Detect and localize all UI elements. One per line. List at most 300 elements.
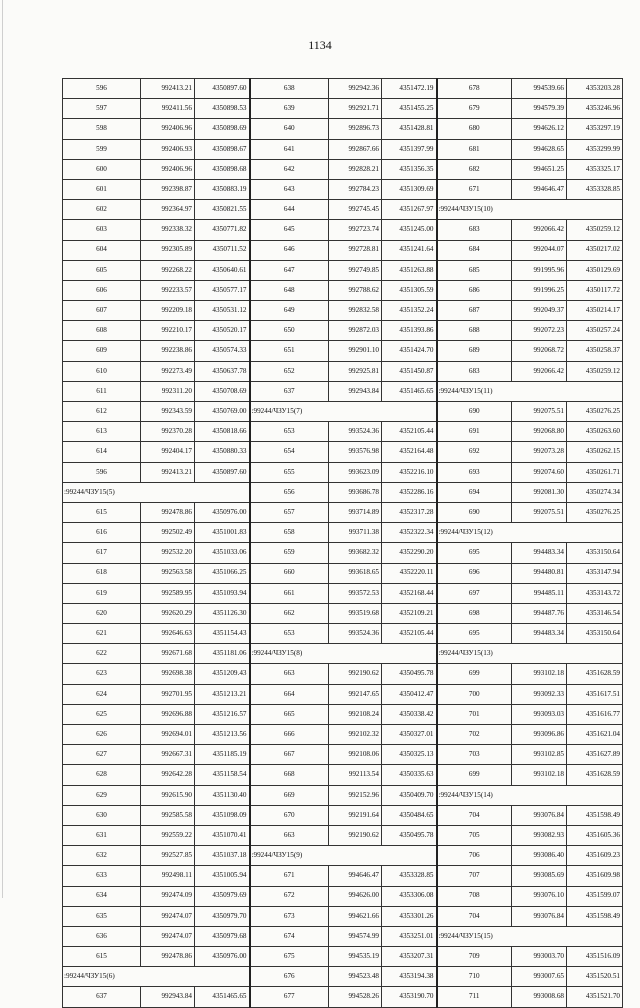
y-coordinate-cell: 4351621.04 — [567, 725, 623, 745]
y-coordinate-cell: 4351455.25 — [382, 99, 437, 119]
y-coordinate-cell: 4350276.25 — [567, 402, 623, 422]
x-coordinate-cell: 993623.09 — [329, 462, 382, 482]
parcel-label: :99244/ЧЗУ15(14) — [437, 785, 623, 805]
x-coordinate-cell: 992921.71 — [329, 99, 382, 119]
x-coordinate-cell: 992696.88 — [141, 704, 195, 724]
point-number-cell: 608 — [63, 321, 141, 341]
point-number-cell: 699 — [437, 765, 512, 785]
parcel-label: :99244/ЧЗУ15(9) — [250, 846, 437, 866]
table-row — [63, 886, 623, 906]
x-coordinate-cell: 994621.66 — [329, 906, 382, 926]
y-coordinate-cell: 4351267.97 — [382, 200, 437, 220]
y-coordinate-cell: 4350637.78 — [195, 361, 250, 381]
point-number-cell: 600 — [63, 159, 141, 179]
y-coordinate-cell: 4353328.85 — [567, 179, 623, 199]
y-coordinate-cell: 4352290.20 — [382, 543, 437, 563]
x-coordinate-cell: 992585.58 — [141, 805, 195, 825]
table-row — [63, 179, 623, 199]
x-coordinate-cell: 994646.47 — [329, 866, 382, 886]
x-coordinate-cell: 992075.51 — [512, 402, 567, 422]
point-number-cell: 690 — [437, 402, 512, 422]
x-coordinate-cell: 993711.38 — [329, 523, 382, 543]
table-row — [63, 220, 623, 240]
point-number-cell: 695 — [437, 543, 512, 563]
x-coordinate-cell: 993618.65 — [329, 563, 382, 583]
table-row — [63, 321, 623, 341]
y-coordinate-cell: 4350818.66 — [195, 422, 250, 442]
y-coordinate-cell: 4351241.64 — [382, 240, 437, 260]
x-coordinate-cell: 992943.84 — [329, 381, 382, 401]
x-coordinate-cell: 993102.18 — [512, 664, 567, 684]
point-number-cell: 637 — [250, 381, 329, 401]
table-row — [63, 341, 623, 361]
point-number-cell: 620 — [63, 603, 141, 623]
point-number-cell: 710 — [437, 967, 512, 987]
table-row — [63, 543, 623, 563]
x-coordinate-cell: 992411.56 — [141, 99, 195, 119]
point-number-cell: 650 — [250, 321, 329, 341]
point-number-cell: 672 — [250, 886, 329, 906]
point-number-cell: 621 — [63, 624, 141, 644]
point-number-cell: 676 — [250, 967, 329, 987]
point-number-cell: 633 — [63, 866, 141, 886]
x-coordinate-cell: 992667.31 — [141, 745, 195, 765]
y-coordinate-cell: 4351185.19 — [195, 745, 250, 765]
x-coordinate-cell: 992942.36 — [329, 79, 382, 99]
point-number-cell: 684 — [437, 240, 512, 260]
y-coordinate-cell: 4351154.43 — [195, 624, 250, 644]
point-number-cell: 675 — [250, 947, 329, 967]
point-number-cell: 697 — [437, 583, 512, 603]
point-number-cell: 706 — [437, 846, 512, 866]
point-number-cell: 702 — [437, 725, 512, 745]
x-coordinate-cell: 994628.65 — [512, 139, 567, 159]
y-coordinate-cell: 4352286.16 — [382, 482, 437, 502]
y-coordinate-cell: 4351397.99 — [382, 139, 437, 159]
point-number-cell: 654 — [250, 442, 329, 462]
point-number-cell: 641 — [250, 139, 329, 159]
point-number-cell: 695 — [437, 624, 512, 644]
x-coordinate-cell: 992527.85 — [141, 846, 195, 866]
point-number-cell: 636 — [63, 926, 141, 946]
y-coordinate-cell: 4351209.43 — [195, 664, 250, 684]
x-coordinate-cell: 992413.21 — [141, 462, 195, 482]
point-number-cell: 708 — [437, 886, 512, 906]
x-coordinate-cell: 992642.28 — [141, 765, 195, 785]
y-coordinate-cell: 4351098.09 — [195, 805, 250, 825]
table-row — [63, 987, 623, 1007]
x-coordinate-cell: 992620.29 — [141, 603, 195, 623]
point-number-cell: 657 — [250, 502, 329, 522]
y-coordinate-cell: 4350274.34 — [567, 482, 623, 502]
x-coordinate-cell: 992311.20 — [141, 381, 195, 401]
y-coordinate-cell: 4350338.42 — [382, 704, 437, 724]
table-row — [63, 926, 623, 946]
point-number-cell: 613 — [63, 422, 141, 442]
point-number-cell: 670 — [250, 805, 329, 825]
y-coordinate-cell: 4350771.82 — [195, 220, 250, 240]
point-number-cell: 604 — [63, 240, 141, 260]
x-coordinate-cell: 992108.06 — [329, 745, 382, 765]
point-number-cell: 653 — [250, 422, 329, 442]
x-coordinate-cell: 992474.07 — [141, 906, 195, 926]
point-number-cell: 700 — [437, 684, 512, 704]
y-coordinate-cell: 4351126.30 — [195, 603, 250, 623]
point-number-cell: 660 — [250, 563, 329, 583]
table-row — [63, 280, 623, 300]
point-number-cell: 709 — [437, 947, 512, 967]
x-coordinate-cell: 992074.60 — [512, 462, 567, 482]
parcel-label: :99244/ЧЗУ15(7) — [250, 402, 437, 422]
point-number-cell: 596 — [63, 462, 141, 482]
point-number-cell: 644 — [250, 200, 329, 220]
x-coordinate-cell: 992081.30 — [512, 482, 567, 502]
table-row — [63, 139, 623, 159]
point-number-cell: 655 — [250, 462, 329, 482]
y-coordinate-cell: 4351037.18 — [195, 846, 250, 866]
x-coordinate-cell: 992701.95 — [141, 684, 195, 704]
point-number-cell: 704 — [437, 906, 512, 926]
x-coordinate-cell: 993524.36 — [329, 624, 382, 644]
point-number-cell: 639 — [250, 99, 329, 119]
point-number-cell: 638 — [250, 79, 329, 99]
parcel-label: :99244/ЧЗУ15(11) — [437, 381, 623, 401]
x-coordinate-cell: 992338.32 — [141, 220, 195, 240]
point-number-cell: 694 — [437, 482, 512, 502]
point-number-cell: 692 — [437, 442, 512, 462]
y-coordinate-cell: 4352317.28 — [382, 502, 437, 522]
x-coordinate-cell: 994626.12 — [512, 119, 567, 139]
point-number-cell: 703 — [437, 745, 512, 765]
y-coordinate-cell: 4351428.81 — [382, 119, 437, 139]
y-coordinate-cell: 4352105.44 — [382, 624, 437, 644]
y-coordinate-cell: 4351305.59 — [382, 280, 437, 300]
table-row — [63, 785, 623, 805]
x-coordinate-cell: 992113.54 — [329, 765, 382, 785]
point-number-cell: 691 — [437, 422, 512, 442]
point-number-cell: 663 — [250, 825, 329, 845]
point-number-cell: 679 — [437, 99, 512, 119]
x-coordinate-cell: 992745.45 — [329, 200, 382, 220]
y-coordinate-cell: 4353299.99 — [567, 139, 623, 159]
table-row — [63, 79, 623, 99]
table-row — [63, 765, 623, 785]
coordinates-table — [62, 78, 623, 1008]
point-number-cell: 658 — [250, 523, 329, 543]
point-number-cell: 662 — [250, 603, 329, 623]
x-coordinate-cell: 992694.01 — [141, 725, 195, 745]
y-coordinate-cell: 4353150.64 — [567, 624, 623, 644]
x-coordinate-cell: 994483.34 — [512, 543, 567, 563]
y-coordinate-cell: 4351617.51 — [567, 684, 623, 704]
parcel-label: :99244/ЧЗУ15(6) — [63, 967, 250, 987]
x-coordinate-cell: 992268.22 — [141, 260, 195, 280]
point-number-cell: 667 — [250, 745, 329, 765]
point-number-cell: 659 — [250, 543, 329, 563]
table-row — [63, 462, 623, 482]
x-coordinate-cell: 993576.98 — [329, 442, 382, 462]
point-number-cell: 666 — [250, 725, 329, 745]
y-coordinate-cell: 4351609.98 — [567, 866, 623, 886]
point-number-cell: 609 — [63, 341, 141, 361]
y-coordinate-cell: 4353306.08 — [382, 886, 437, 906]
x-coordinate-cell: 992049.37 — [512, 301, 567, 321]
x-coordinate-cell: 992474.07 — [141, 926, 195, 946]
x-coordinate-cell: 992901.10 — [329, 341, 382, 361]
x-coordinate-cell: 993008.68 — [512, 987, 567, 1007]
table-row — [63, 523, 623, 543]
y-coordinate-cell: 4352105.44 — [382, 422, 437, 442]
y-coordinate-cell: 4350979.69 — [195, 886, 250, 906]
x-coordinate-cell: 993686.78 — [329, 482, 382, 502]
y-coordinate-cell: 4350117.72 — [567, 280, 623, 300]
x-coordinate-cell: 992305.89 — [141, 240, 195, 260]
y-coordinate-cell: 4350257.24 — [567, 321, 623, 341]
x-coordinate-cell: 994483.34 — [512, 624, 567, 644]
point-number-cell: 625 — [63, 704, 141, 724]
y-coordinate-cell: 4350259.12 — [567, 361, 623, 381]
y-coordinate-cell: 4350325.13 — [382, 745, 437, 765]
y-coordinate-cell: 4350711.52 — [195, 240, 250, 260]
y-coordinate-cell: 4350979.68 — [195, 926, 250, 946]
table-row — [63, 664, 623, 684]
y-coordinate-cell: 4350898.69 — [195, 119, 250, 139]
x-coordinate-cell: 992498.11 — [141, 866, 195, 886]
y-coordinate-cell: 4350708.69 — [195, 381, 250, 401]
x-coordinate-cell: 992073.28 — [512, 442, 567, 462]
y-coordinate-cell: 4350883.19 — [195, 179, 250, 199]
x-coordinate-cell: 992191.64 — [329, 805, 382, 825]
x-coordinate-cell: 992364.97 — [141, 200, 195, 220]
x-coordinate-cell: 994646.47 — [512, 179, 567, 199]
point-number-cell: 632 — [63, 846, 141, 866]
table-row — [63, 745, 623, 765]
y-coordinate-cell: 4352109.21 — [382, 603, 437, 623]
x-coordinate-cell: 992406.96 — [141, 159, 195, 179]
point-number-cell: 629 — [63, 785, 141, 805]
point-number-cell: 598 — [63, 119, 141, 139]
point-number-cell: 656 — [250, 482, 329, 502]
y-coordinate-cell: 4351605.36 — [567, 825, 623, 845]
x-coordinate-cell: 992671.68 — [141, 644, 195, 664]
point-number-cell: 704 — [437, 805, 512, 825]
x-coordinate-cell: 993082.93 — [512, 825, 567, 845]
point-number-cell: 646 — [250, 240, 329, 260]
y-coordinate-cell: 4350897.60 — [195, 462, 250, 482]
point-number-cell: 626 — [63, 725, 141, 745]
y-coordinate-cell: 4351627.89 — [567, 745, 623, 765]
y-coordinate-cell: 4353297.19 — [567, 119, 623, 139]
table-row — [63, 846, 623, 866]
x-coordinate-cell: 993076.10 — [512, 886, 567, 906]
x-coordinate-cell: 992108.24 — [329, 704, 382, 724]
table-row — [63, 442, 623, 462]
x-coordinate-cell: 992589.95 — [141, 583, 195, 603]
point-number-cell: 610 — [63, 361, 141, 381]
table-row — [63, 260, 623, 280]
y-coordinate-cell: 4350276.25 — [567, 502, 623, 522]
table-row — [63, 422, 623, 442]
y-coordinate-cell: 4351356.35 — [382, 159, 437, 179]
y-coordinate-cell: 4351263.88 — [382, 260, 437, 280]
table-row — [63, 402, 623, 422]
x-coordinate-cell: 992147.65 — [329, 684, 382, 704]
point-number-cell: 648 — [250, 280, 329, 300]
point-number-cell: 635 — [63, 906, 141, 926]
y-coordinate-cell: 4350574.33 — [195, 341, 250, 361]
x-coordinate-cell: 992406.96 — [141, 119, 195, 139]
x-coordinate-cell: 993096.86 — [512, 725, 567, 745]
point-number-cell: 642 — [250, 159, 329, 179]
y-coordinate-cell: 4350898.53 — [195, 99, 250, 119]
y-coordinate-cell: 4352216.10 — [382, 462, 437, 482]
y-coordinate-cell: 4352220.11 — [382, 563, 437, 583]
y-coordinate-cell: 4353194.38 — [382, 967, 437, 987]
point-number-cell: 611 — [63, 381, 141, 401]
y-coordinate-cell: 4350412.47 — [382, 684, 437, 704]
x-coordinate-cell: 992238.86 — [141, 341, 195, 361]
x-coordinate-cell: 993682.32 — [329, 543, 382, 563]
point-number-cell: 699 — [437, 664, 512, 684]
y-coordinate-cell: 4350259.12 — [567, 220, 623, 240]
table-row — [63, 119, 623, 139]
x-coordinate-cell: 992478.86 — [141, 947, 195, 967]
point-number-cell: 622 — [63, 644, 141, 664]
y-coordinate-cell: 4353190.70 — [382, 987, 437, 1007]
x-coordinate-cell: 992068.80 — [512, 422, 567, 442]
x-coordinate-cell: 992190.62 — [329, 825, 382, 845]
x-coordinate-cell: 992190.62 — [329, 664, 382, 684]
y-coordinate-cell: 4351424.70 — [382, 341, 437, 361]
parcel-label: :99244/ЧЗУ15(5) — [63, 482, 250, 502]
x-coordinate-cell: 992784.23 — [329, 179, 382, 199]
x-coordinate-cell: 993102.18 — [512, 765, 567, 785]
x-coordinate-cell: 992233.57 — [141, 280, 195, 300]
x-coordinate-cell: 992532.20 — [141, 543, 195, 563]
y-coordinate-cell: 4351130.40 — [195, 785, 250, 805]
x-coordinate-cell: 992723.74 — [329, 220, 382, 240]
y-coordinate-cell: 4352164.48 — [382, 442, 437, 462]
y-coordinate-cell: 4351005.94 — [195, 866, 250, 886]
y-coordinate-cell: 4351628.59 — [567, 664, 623, 684]
x-coordinate-cell: 994523.48 — [329, 967, 382, 987]
x-coordinate-cell: 994535.19 — [329, 947, 382, 967]
x-coordinate-cell: 992066.42 — [512, 220, 567, 240]
point-number-cell: 681 — [437, 139, 512, 159]
y-coordinate-cell: 4350821.55 — [195, 200, 250, 220]
x-coordinate-cell: 992210.17 — [141, 321, 195, 341]
x-coordinate-cell: 994480.81 — [512, 563, 567, 583]
table-row — [63, 906, 623, 926]
x-coordinate-cell: 993085.69 — [512, 866, 567, 886]
y-coordinate-cell: 4351352.24 — [382, 301, 437, 321]
point-number-cell: 630 — [63, 805, 141, 825]
y-coordinate-cell: 4351245.00 — [382, 220, 437, 240]
x-coordinate-cell: 992559.22 — [141, 825, 195, 845]
point-number-cell: 671 — [250, 866, 329, 886]
point-number-cell: 673 — [250, 906, 329, 926]
y-coordinate-cell: 4353325.17 — [567, 159, 623, 179]
table-row — [63, 583, 623, 603]
y-coordinate-cell: 4352168.44 — [382, 583, 437, 603]
x-coordinate-cell: 993003.70 — [512, 947, 567, 967]
x-coordinate-cell: 992943.84 — [141, 987, 195, 1007]
table-row — [63, 967, 623, 987]
y-coordinate-cell: 4351521.70 — [567, 987, 623, 1007]
y-coordinate-cell: 4350979.70 — [195, 906, 250, 926]
table-row — [63, 200, 623, 220]
point-number-cell: 653 — [250, 624, 329, 644]
x-coordinate-cell: 992872.03 — [329, 321, 382, 341]
y-coordinate-cell: 4351599.07 — [567, 886, 623, 906]
point-number-cell: 665 — [250, 704, 329, 724]
point-number-cell: 683 — [437, 220, 512, 240]
y-coordinate-cell: 4351450.87 — [382, 361, 437, 381]
y-coordinate-cell: 4351001.83 — [195, 523, 250, 543]
point-number-cell: 707 — [437, 866, 512, 886]
x-coordinate-cell: 994485.11 — [512, 583, 567, 603]
point-number-cell: 615 — [63, 502, 141, 522]
point-number-cell: 663 — [250, 664, 329, 684]
x-coordinate-cell: 992102.32 — [329, 725, 382, 745]
y-coordinate-cell: 4351628.59 — [567, 765, 623, 785]
y-coordinate-cell: 4351465.65 — [382, 381, 437, 401]
x-coordinate-cell: 992343.59 — [141, 402, 195, 422]
x-coordinate-cell: 992502.49 — [141, 523, 195, 543]
parcel-label: :99244/ЧЗУ15(12) — [437, 523, 623, 543]
point-number-cell: 690 — [437, 502, 512, 522]
x-coordinate-cell: 992925.81 — [329, 361, 382, 381]
x-coordinate-cell: 993519.68 — [329, 603, 382, 623]
point-number-cell: 640 — [250, 119, 329, 139]
x-coordinate-cell: 992646.63 — [141, 624, 195, 644]
y-coordinate-cell: 4353146.54 — [567, 603, 623, 623]
point-number-cell: 693 — [437, 462, 512, 482]
y-coordinate-cell: 4350769.00 — [195, 402, 250, 422]
y-coordinate-cell: 4353143.72 — [567, 583, 623, 603]
point-number-cell: 645 — [250, 220, 329, 240]
x-coordinate-cell: 993076.84 — [512, 906, 567, 926]
table-row — [63, 482, 623, 502]
point-number-cell: 601 — [63, 179, 141, 199]
point-number-cell: 617 — [63, 543, 141, 563]
x-coordinate-cell: 992406.93 — [141, 139, 195, 159]
x-coordinate-cell: 991996.25 — [512, 280, 567, 300]
y-coordinate-cell: 4351472.19 — [382, 79, 437, 99]
x-coordinate-cell: 992832.58 — [329, 301, 382, 321]
y-coordinate-cell: 4351181.06 — [195, 644, 250, 664]
x-coordinate-cell: 992896.73 — [329, 119, 382, 139]
page-number: 1134 — [308, 38, 332, 52]
point-number-cell: 711 — [437, 987, 512, 1007]
y-coordinate-cell: 4350263.60 — [567, 422, 623, 442]
y-coordinate-cell: 4350898.68 — [195, 159, 250, 179]
x-coordinate-cell: 993092.33 — [512, 684, 567, 704]
point-number-cell: 615 — [63, 947, 141, 967]
table-row — [63, 361, 623, 381]
table-row — [63, 644, 623, 664]
y-coordinate-cell: 4350897.60 — [195, 79, 250, 99]
y-coordinate-cell: 4353203.28 — [567, 79, 623, 99]
point-number-cell: 634 — [63, 886, 141, 906]
x-coordinate-cell: 992068.72 — [512, 341, 567, 361]
point-number-cell: 669 — [250, 785, 329, 805]
point-number-cell: 683 — [437, 361, 512, 381]
y-coordinate-cell: 4350495.78 — [382, 664, 437, 684]
x-coordinate-cell: 991995.96 — [512, 260, 567, 280]
y-coordinate-cell: 4351516.09 — [567, 947, 623, 967]
point-number-cell: 647 — [250, 260, 329, 280]
